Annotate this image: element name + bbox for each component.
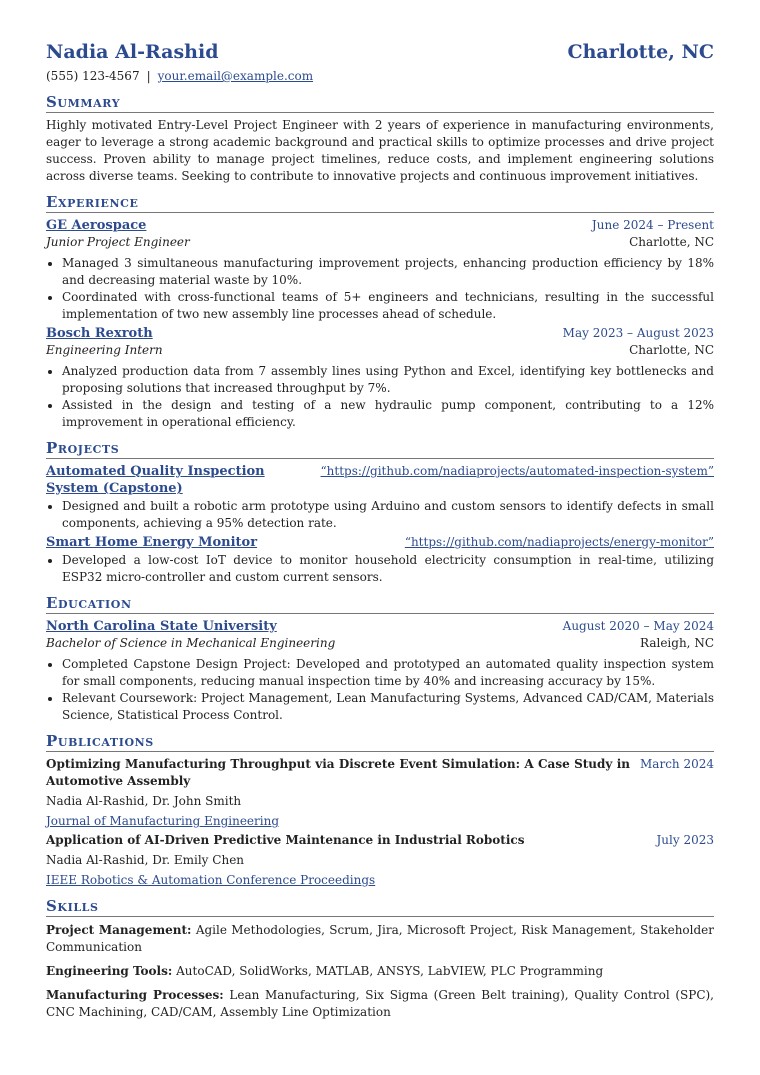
bullet-item: • Coordinated with cross-functional teams of 5+ engineers and technicians, resulting in the successful implementation of two new assembly line processes ahead of schedule. bbox=[62, 289, 714, 323]
publication-title: Optimizing Manufacturing Throughput via Discrete Event Simulation: A Case Study in Automotive Assembly bbox=[46, 757, 631, 788]
experience-entry bbox=[46, 325, 714, 431]
contact-separator: | bbox=[146, 69, 151, 83]
project-title-link[interactable]: Smart Home Energy Monitor bbox=[46, 535, 258, 550]
summary-section bbox=[46, 93, 714, 185]
school-location: Raleigh, NC bbox=[640, 636, 714, 650]
project-repo-link[interactable]: “https://github.com/nadiaprojects/automated-inspection-system” bbox=[320, 464, 714, 478]
skill-label: Engineering Tools: bbox=[46, 964, 173, 978]
experience-section bbox=[46, 193, 714, 431]
project-repo-link[interactable]: “https://github.com/nadiaprojects/energy-monitor” bbox=[404, 535, 714, 549]
publication-date: July 2023 bbox=[656, 833, 714, 847]
education-bullets bbox=[46, 656, 714, 724]
degree: Bachelor of Science in Mechanical Engineering bbox=[46, 636, 336, 650]
summary-text: Highly motivated Entry-Level Project Engineer with 2 years of experience in manufacturing environments, eager to leverage a strong academic background and practical skills to optimize processes and drive project success. Proven ability to manage project timelines, reduce costs, and implement engineering solutions across diverse teams. Seeking to contribute to innovative projects and continuous improvement initiatives. bbox=[46, 118, 714, 183]
candidate-name: Nadia Al-Rashid bbox=[46, 41, 219, 63]
publication-venue-link[interactable]: IEEE Robotics & Automation Conference Proceedings bbox=[46, 873, 376, 887]
section-title-summary: Summary bbox=[46, 93, 714, 113]
skill-value: Agile Methodologies, Scrum, Jira, Microsoft Project, Risk Management, Stakeholder Communication bbox=[46, 923, 714, 954]
skill-line bbox=[46, 987, 714, 1021]
education-section bbox=[46, 594, 714, 724]
publication-authors: Nadia Al-Rashid, Dr. John Smith bbox=[46, 794, 242, 808]
skills-section bbox=[46, 897, 714, 1021]
bullet-item: • Designed and built a robotic arm prototype using Arduino and custom sensors to identify defects in small components, achieving a 95% detection rate. bbox=[62, 498, 714, 532]
phone-number: (555) 123-4567 bbox=[46, 69, 140, 83]
project-title-link[interactable]: Automated Quality Inspection System (Capstone) bbox=[46, 464, 265, 496]
education-entry bbox=[46, 618, 714, 724]
skill-label: Project Management: bbox=[46, 923, 192, 937]
bullet-item: • Relevant Coursework: Project Management, Lean Manufacturing Systems, Advanced CAD/CAM, Materials Science, Statistical Process Control. bbox=[62, 690, 714, 724]
school-link[interactable]: North Carolina State University bbox=[46, 619, 277, 634]
job-location: Charlotte, NC bbox=[629, 343, 714, 357]
bullet-item: • Developed a low-cost IoT device to monitor household electricity consumption in real-time, utilizing ESP32 micro-controller and custom current sensors. bbox=[62, 552, 714, 586]
contact-line bbox=[46, 68, 714, 85]
bullet-item: • Managed 3 simultaneous manufacturing improvement projects, enhancing production efficiency by 18% and decreasing material waste by 10%. bbox=[62, 255, 714, 289]
employment-dates: May 2023 – August 2023 bbox=[562, 326, 714, 340]
skill-value: AutoCAD, SolidWorks, MATLAB, ANSYS, LabVIEW, PLC Programming bbox=[176, 964, 604, 978]
section-title-experience: Experience bbox=[46, 193, 714, 213]
publication-entry bbox=[46, 832, 714, 889]
bullet-item: • Assisted in the design and testing of a new hydraulic pump component, contributing to a 12% improvement in operational efficiency. bbox=[62, 397, 714, 431]
candidate-location: Charlotte, NC bbox=[567, 41, 714, 63]
project-bullets bbox=[46, 498, 714, 532]
section-title-publications: Publications bbox=[46, 732, 714, 752]
section-title-projects: Projects bbox=[46, 439, 714, 459]
employment-dates: June 2024 – Present bbox=[591, 218, 714, 232]
publication-authors: Nadia Al-Rashid, Dr. Emily Chen bbox=[46, 853, 245, 867]
job-title: Engineering Intern bbox=[46, 343, 163, 357]
job-title: Junior Project Engineer bbox=[46, 235, 190, 249]
project-entry bbox=[46, 463, 714, 532]
project-entry bbox=[46, 534, 714, 586]
project-bullets bbox=[46, 552, 714, 586]
publication-venue-link[interactable]: Journal of Manufacturing Engineering bbox=[46, 814, 280, 828]
section-title-education: Education bbox=[46, 594, 714, 614]
projects-section bbox=[46, 439, 714, 586]
employer-link[interactable]: Bosch Rexroth bbox=[46, 326, 153, 341]
publication-date: March 2024 bbox=[640, 757, 714, 771]
section-title-skills: Skills bbox=[46, 897, 714, 917]
education-dates: August 2020 – May 2024 bbox=[562, 619, 714, 633]
job-location: Charlotte, NC bbox=[629, 235, 714, 249]
bullet-item: • Completed Capstone Design Project: Developed and prototyped an automated quality inspection system for small components, reducing manual inspection time by 40% and increasing accuracy by 15%. bbox=[62, 656, 714, 690]
experience-entry bbox=[46, 217, 714, 323]
skill-value: Lean Manufacturing, Six Sigma (Green Belt training), Quality Control (SPC), CNC Machining, CAD/CAM, Assembly Line Optimization bbox=[46, 988, 714, 1019]
resume-header bbox=[46, 40, 714, 64]
experience-bullets bbox=[46, 255, 714, 323]
email-link[interactable]: your.email@example.com bbox=[157, 69, 314, 83]
skill-line bbox=[46, 963, 714, 980]
publications-section bbox=[46, 732, 714, 889]
skill-line bbox=[46, 922, 714, 956]
publication-title: Application of AI-Driven Predictive Maintenance in Industrial Robotics bbox=[46, 833, 525, 847]
skill-label: Manufacturing Processes: bbox=[46, 988, 224, 1002]
employer-link[interactable]: GE Aerospace bbox=[46, 218, 147, 233]
experience-bullets bbox=[46, 363, 714, 431]
bullet-item: • Analyzed production data from 7 assembly lines using Python and Excel, identifying key bottlenecks and proposing solutions that increased throughput by 7%. bbox=[62, 363, 714, 397]
publication-entry bbox=[46, 756, 714, 830]
